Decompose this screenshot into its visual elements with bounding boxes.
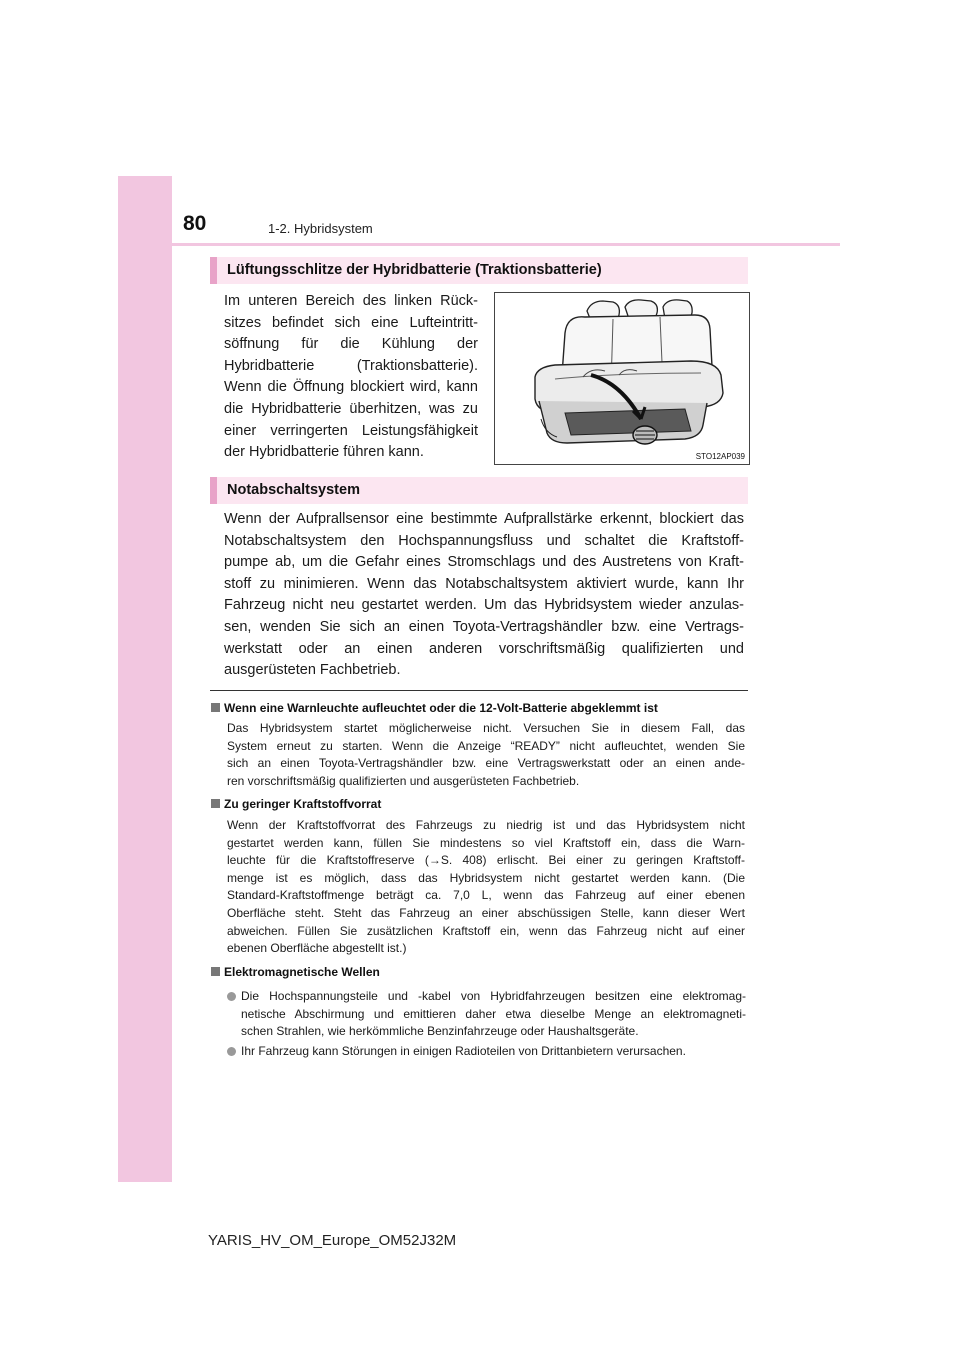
paragraph-line: söffnung für die Kühlung der bbox=[224, 336, 478, 353]
paragraph-line: pumpe ab, um die Gefahr eines Stromschlags und des Austretens von Kraft- bbox=[224, 554, 744, 571]
round-bullet-icon bbox=[227, 1047, 236, 1056]
note-line: Standard-Kraftstoffmenge beträgt ca. 7,0 L, wenn das Fahrzeug auf einer ebenen bbox=[227, 888, 745, 903]
note-line: menge ist es möglich, dass das Hybridsystem nicht gestartet werden kann. (Die bbox=[227, 870, 745, 885]
rear-seat-vent-illustration-icon bbox=[495, 293, 749, 464]
note-text-fuel bbox=[227, 817, 745, 958]
paragraph-line: sitzes befindet sich eine Lufteintritt- bbox=[224, 314, 478, 331]
note-line: gestartet werden kann, füllen Sie mindestens so viel Kraftstoff ein, dass die Warn- bbox=[227, 835, 745, 850]
paragraph-line: ausgerüsteten Fachbetrieb. bbox=[224, 662, 401, 679]
paragraph-line: Notabschaltsystem den Hochspannungsfluss und schaltet die Kraftstoff- bbox=[224, 532, 744, 549]
round-bullet-icon bbox=[227, 992, 236, 1001]
footer-doc-id: YARIS_HV_OM_Europe_OM52J32M bbox=[208, 1232, 457, 1249]
note-line: schen Strahlen, wie herkömmliche Benzinfahrzeuge oder Haushaltsgeräte. bbox=[241, 1024, 639, 1039]
emergency-paragraph bbox=[224, 509, 744, 682]
note-line: sich an einen Toyota-Vertragshändler bzw. eine Vertragswerkstatt oder an einen ande- bbox=[227, 756, 745, 771]
side-thumb-band bbox=[118, 176, 172, 1182]
note-line: Die Hochspannungsteile und -kabel von Hybridfahrzeugen besitzen eine elektromag- bbox=[241, 989, 746, 1003]
paragraph-line: sen, wenden Sie sich an einen Toyota-Vertragshändler bzw. eine Vertrags- bbox=[224, 618, 744, 635]
note-line: leuchte für die Kraftstoffreserve (→S. 408) erlischt. Bei einer zu geringen Kraftstoff- bbox=[227, 853, 745, 868]
note-bullet-text bbox=[241, 1043, 746, 1061]
note-title-em-waves: Elektromagnetische Wellen bbox=[211, 965, 380, 979]
paragraph-line: werkstatt oder an einen anderen vorschriftsmäßig qualifizierten und bbox=[224, 640, 744, 657]
figure-code: STO12AP039 bbox=[695, 452, 745, 461]
note-title-warning: Wenn eine Warnleuchte aufleuchtet oder die 12-Volt-Batterie abgeklemmt ist bbox=[211, 701, 658, 715]
note-title-fuel: Zu geringer Kraftstoffvorrat bbox=[211, 797, 381, 811]
note-line: Wenn der Kraftstoffvorrat des Fahrzeugs zu niedrig ist und das Hybridsystem nicht bbox=[227, 818, 745, 832]
note-line: ebenen Oberfläche abgestellt ist.) bbox=[227, 941, 407, 956]
paragraph-line: Wenn die Öffnung blockiert wird, kann bbox=[224, 379, 478, 396]
note-line: System erneut zu starten. Wenn die Anzeige “READY” nicht aufleuchtet, wenden Sie bbox=[227, 738, 745, 753]
heading-vent bbox=[210, 257, 748, 284]
note-text-warning bbox=[227, 720, 745, 790]
heading-vent-text: Lüftungsschlitze der Hybridbatterie (Traktionsbatterie) bbox=[227, 262, 602, 278]
paragraph-line: stoff zu minimieren. Wenn das Notabschaltsystem aktiviert wurde, kann Ihr bbox=[224, 575, 744, 592]
paragraph-line: Hybridbatterie (Traktionsbatterie). bbox=[224, 357, 478, 374]
paragraph-line: Fahrzeug nicht neu gestartet werden. Um das Hybridsystem wieder anzulas- bbox=[224, 597, 744, 614]
seat-figure bbox=[494, 292, 750, 465]
paragraph-line: der Hybridbatterie führen kann. bbox=[224, 444, 424, 461]
heading-emergency bbox=[210, 477, 748, 504]
notes-divider bbox=[210, 690, 748, 691]
square-bullet-icon bbox=[211, 703, 220, 712]
section-title: 1-2. Hybridsystem bbox=[268, 221, 373, 236]
page-number: 80 bbox=[183, 212, 207, 235]
paragraph-line: die Hybridbatterie überhitzen, was zu bbox=[224, 400, 478, 417]
note-line: ren vorschriftsmäßig qualifizierten und ausgerüsteten Fachbetrieb. bbox=[227, 773, 580, 788]
note-line: netische Abschirmung und emittieren daher etwa dieselbe Menge an elektromagneti- bbox=[241, 1006, 746, 1021]
square-bullet-icon bbox=[211, 799, 220, 808]
note-line: Das Hybridsystem startet möglicherweise nicht. Versuchen Sie in diesem Fall, das bbox=[227, 721, 745, 735]
paragraph-line: Wenn der Aufprallsensor eine bestimmte Aufprallstärke erkennt, blockiert das bbox=[224, 511, 744, 527]
paragraph-line: Im unteren Bereich des linken Rück- bbox=[224, 293, 478, 309]
heading-emergency-text: Notabschaltsystem bbox=[227, 482, 360, 498]
square-bullet-icon bbox=[211, 967, 220, 976]
vent-paragraph bbox=[224, 291, 478, 464]
note-line: Oberfläche steht. Steht das Fahrzeug an einer abschüssigen Stelle, kann dieser Wert bbox=[227, 905, 745, 920]
note-line: Ihr Fahrzeug kann Störungen in einigen Radioteilen von Drittanbietern verursachen. bbox=[241, 1044, 686, 1058]
note-bullet-text bbox=[241, 988, 746, 1041]
paragraph-line: einer verringerten Leistungsfähigkeit bbox=[224, 422, 478, 439]
header-rule bbox=[172, 243, 840, 246]
note-line: abweichen. Füllen Sie zusätzlichen Kraftstoff ein, wenn das Fahrzeug nicht auf einer bbox=[227, 923, 745, 938]
